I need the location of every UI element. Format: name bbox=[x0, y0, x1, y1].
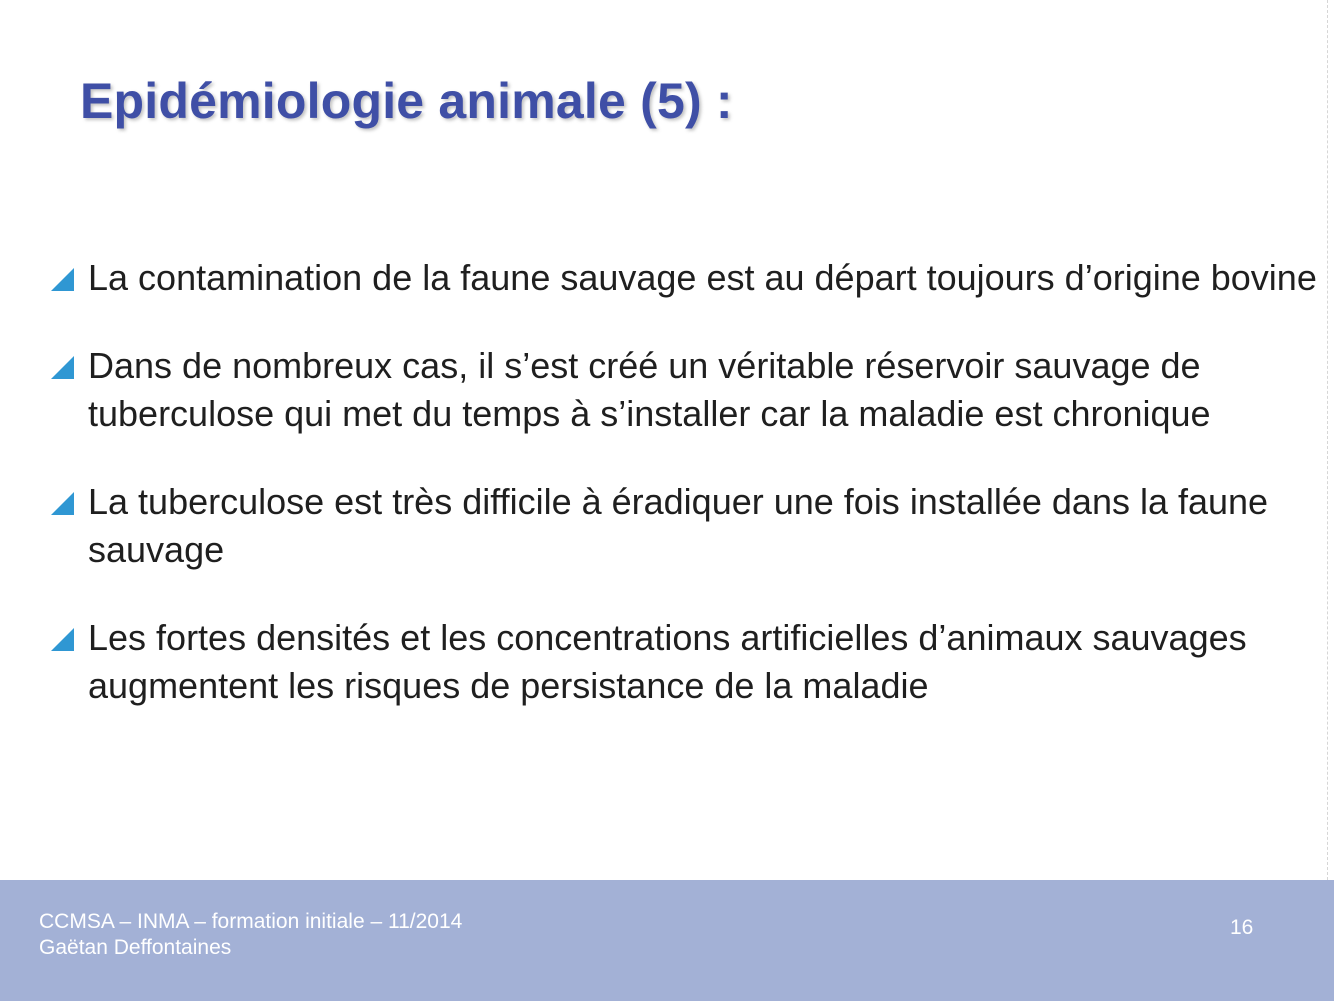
triangle-bullet-icon bbox=[51, 492, 74, 515]
slide-title: Epidémiologie animale (5) : bbox=[80, 73, 733, 129]
bullet-text: Les fortes densités et les concentrations artificielles d’animaux sauvages augmentent les risques de persistance de la maladie bbox=[88, 617, 1247, 706]
page-number: 16 bbox=[1230, 916, 1254, 939]
triangle-bullet-icon bbox=[51, 628, 74, 651]
bullet-text: Dans de nombreux cas, il s’est créé un véritable réservoir sauvage de tuberculose qui met du temps à s’installer car la maladie est chronique bbox=[88, 345, 1211, 434]
slide-footer bbox=[0, 880, 1334, 1001]
bullet-list bbox=[48, 254, 1318, 710]
bullet-text: La tuberculose est très difficile à éradiquer une fois installée dans la faune sauvage bbox=[88, 481, 1269, 570]
bullet-item bbox=[48, 614, 1318, 710]
bullet-text: La contamination de la faune sauvage est au départ toujours d’origine bovine bbox=[88, 257, 1317, 298]
bullet-item bbox=[48, 478, 1318, 574]
slide-edge-divider bbox=[1327, 0, 1328, 880]
footer-credits bbox=[39, 909, 462, 961]
bullet-item bbox=[48, 254, 1318, 302]
triangle-bullet-icon bbox=[51, 268, 74, 291]
footer-author-line: Gaëtan Deffontaines bbox=[39, 936, 232, 959]
bullet-item bbox=[48, 342, 1318, 438]
footer-course-line: CCMSA – INMA – formation initiale – 11/2014 bbox=[39, 910, 463, 933]
triangle-bullet-icon bbox=[51, 356, 74, 379]
